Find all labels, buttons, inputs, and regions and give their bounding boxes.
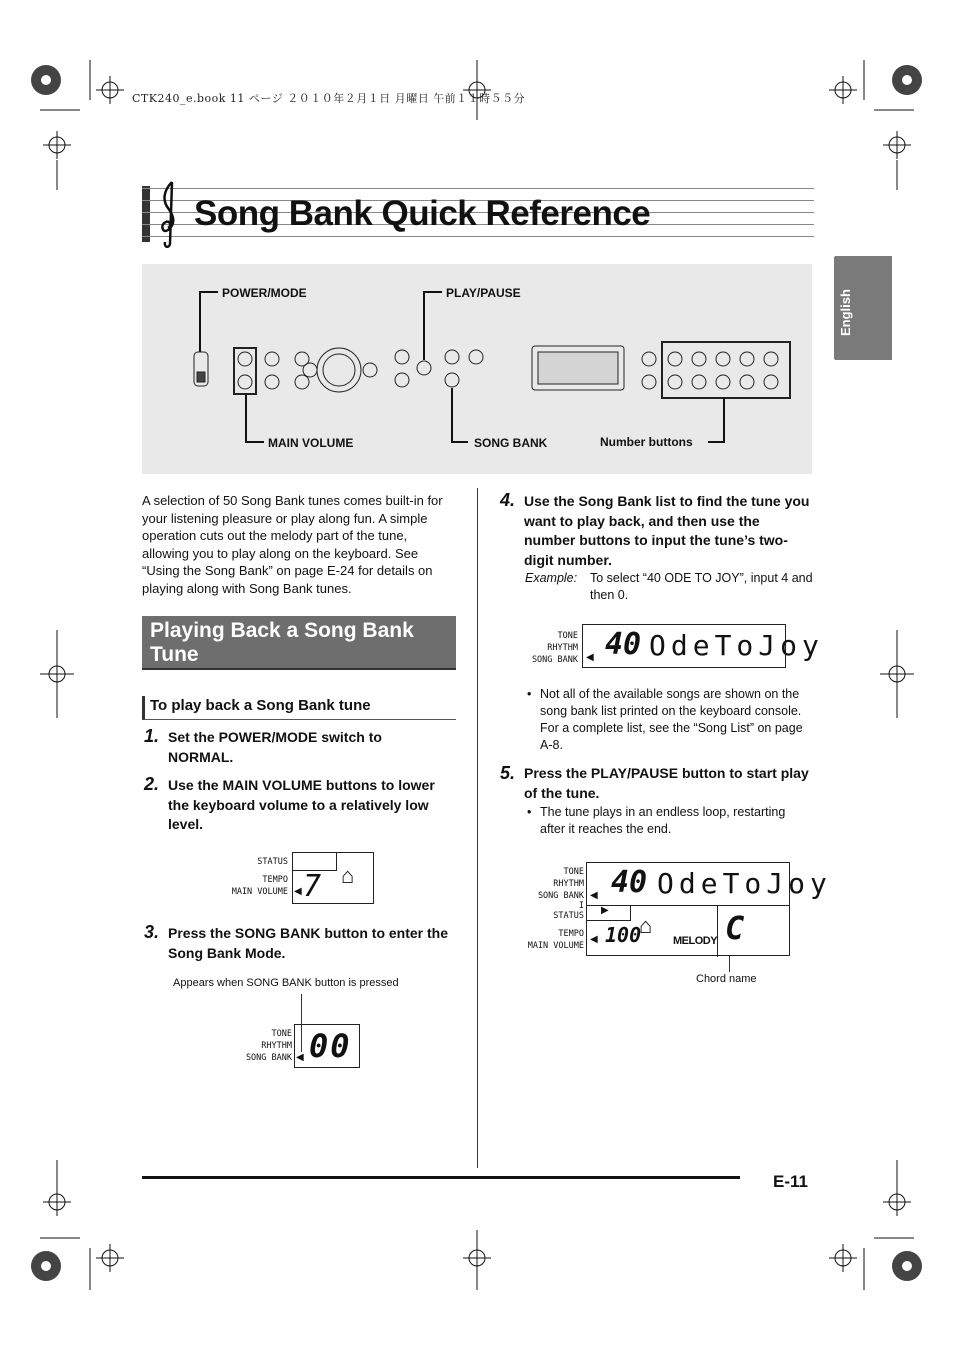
keyboard-panel-illustration: [142, 264, 812, 474]
step-3-text: Press the SONG BANK button to enter the Song Bank Mode.: [168, 925, 449, 961]
step-5-note: The tune plays in an endless loop, restarting after it reaches the end.: [540, 805, 786, 836]
callout-main-volume: MAIN VOLUME: [268, 436, 354, 450]
volume-value: 7: [303, 869, 322, 904]
title-bar: [142, 186, 814, 242]
callout-song-bank: SONG BANK: [474, 436, 548, 450]
example-label: Example:: [525, 571, 578, 585]
chord-display: C: [725, 909, 745, 947]
pointer-icon: ◀: [590, 934, 598, 945]
pointer-icon: ◀: [294, 886, 302, 897]
select-song-name: OdeToJoy: [649, 629, 824, 662]
play-song-name: OdeToJoy: [657, 867, 832, 900]
treble-clef-icon: [156, 178, 184, 248]
select-display: TONE RHYTHM SONG BANK 40 OdeToJoy ◀: [520, 624, 790, 670]
subheading: To play back a Song Bank tune: [142, 696, 456, 720]
step-5-text: Press the PLAY/PAUSE button to start play of the tune.: [524, 765, 809, 801]
step-4-number: 4.: [500, 490, 516, 510]
page-number: E-11: [773, 1172, 808, 1191]
footer-rule: [142, 1176, 740, 1179]
step-2-text: Use the MAIN VOLUME buttons to lower the keyboard volume to a relatively low level.: [168, 777, 435, 833]
volume-display: STATUS TEMPO MAIN VOLUME 7 ⌂ ◀: [220, 852, 380, 906]
language-tab: [834, 256, 892, 360]
callout-number-buttons: Number buttons: [600, 435, 693, 449]
callout-power-mode: POWER/MODE: [222, 286, 307, 300]
language-tab-label: English: [838, 289, 853, 336]
step-2-number: 2.: [144, 774, 160, 794]
select-song-number: 40: [605, 627, 642, 662]
play-song-number: 40: [611, 865, 648, 900]
step-5-number: 5.: [500, 763, 516, 783]
songbank-display: TONE RHYTHM SONG BANK 00 ◀: [230, 1024, 360, 1068]
step-1-text: Set the POWER/MODE switch to NORMAL.: [168, 729, 382, 765]
step-1-number: 1.: [144, 726, 160, 746]
example-text: To select “40 ODE TO JOY”, input 4 and then 0.: [590, 571, 813, 602]
pointer-icon: ◀: [586, 652, 594, 663]
pointer-icon: ◀: [296, 1052, 304, 1063]
chord-name-annotation: Chord name: [696, 973, 757, 985]
metronome-icon: ⌂: [639, 913, 653, 938]
print-header: CTK240_e.book 11 ページ ２０１０年２月１日 月曜日 午前１１時５５分: [132, 92, 526, 105]
play-tempo: 100: [605, 923, 642, 947]
status-play-icon: ▶: [601, 905, 609, 916]
metronome-icon: ⌂: [341, 863, 355, 888]
songbank-annotation: Appears when SONG BANK button is pressed: [173, 977, 399, 989]
songbank-value: 00: [309, 1027, 352, 1065]
section-heading: Playing Back a Song Bank Tune: [142, 616, 456, 670]
page-title: Song Bank Quick Reference: [194, 194, 651, 233]
step-4-note: Not all of the available songs are shown on the song bank list printed on the keyboard console. For a complete list, see the “Song List” on page A-8.: [540, 687, 803, 752]
callout-play-pause: PLAY/PAUSE: [446, 286, 521, 300]
pointer-icon: ◀: [590, 890, 598, 901]
play-display: TONE RHYTHM SONG BANK I STATUS TEMPO MAIN VOLUME 40 OdeToJoy ▶ 100 ⌂ MELODY C ◀ ◀: [514, 862, 794, 958]
intro-paragraph: A selection of 50 Song Bank tunes comes built-in for your listening pleasure or play along fun. A simple operation cuts out the melody part of the tune, allowing you to play along on the keyboard. See “Using the Song Bank” on page E-24 for details on playing along with Song Bank tunes.: [142, 493, 443, 596]
melody-indicator: MELODY: [673, 935, 718, 947]
column-divider: [477, 488, 478, 1168]
step-4-text: Use the Song Bank list to find the tune you want to play back, and then use the number buttons to input the tune’s two-digit number.: [524, 493, 810, 568]
step-3-number: 3.: [144, 922, 160, 942]
